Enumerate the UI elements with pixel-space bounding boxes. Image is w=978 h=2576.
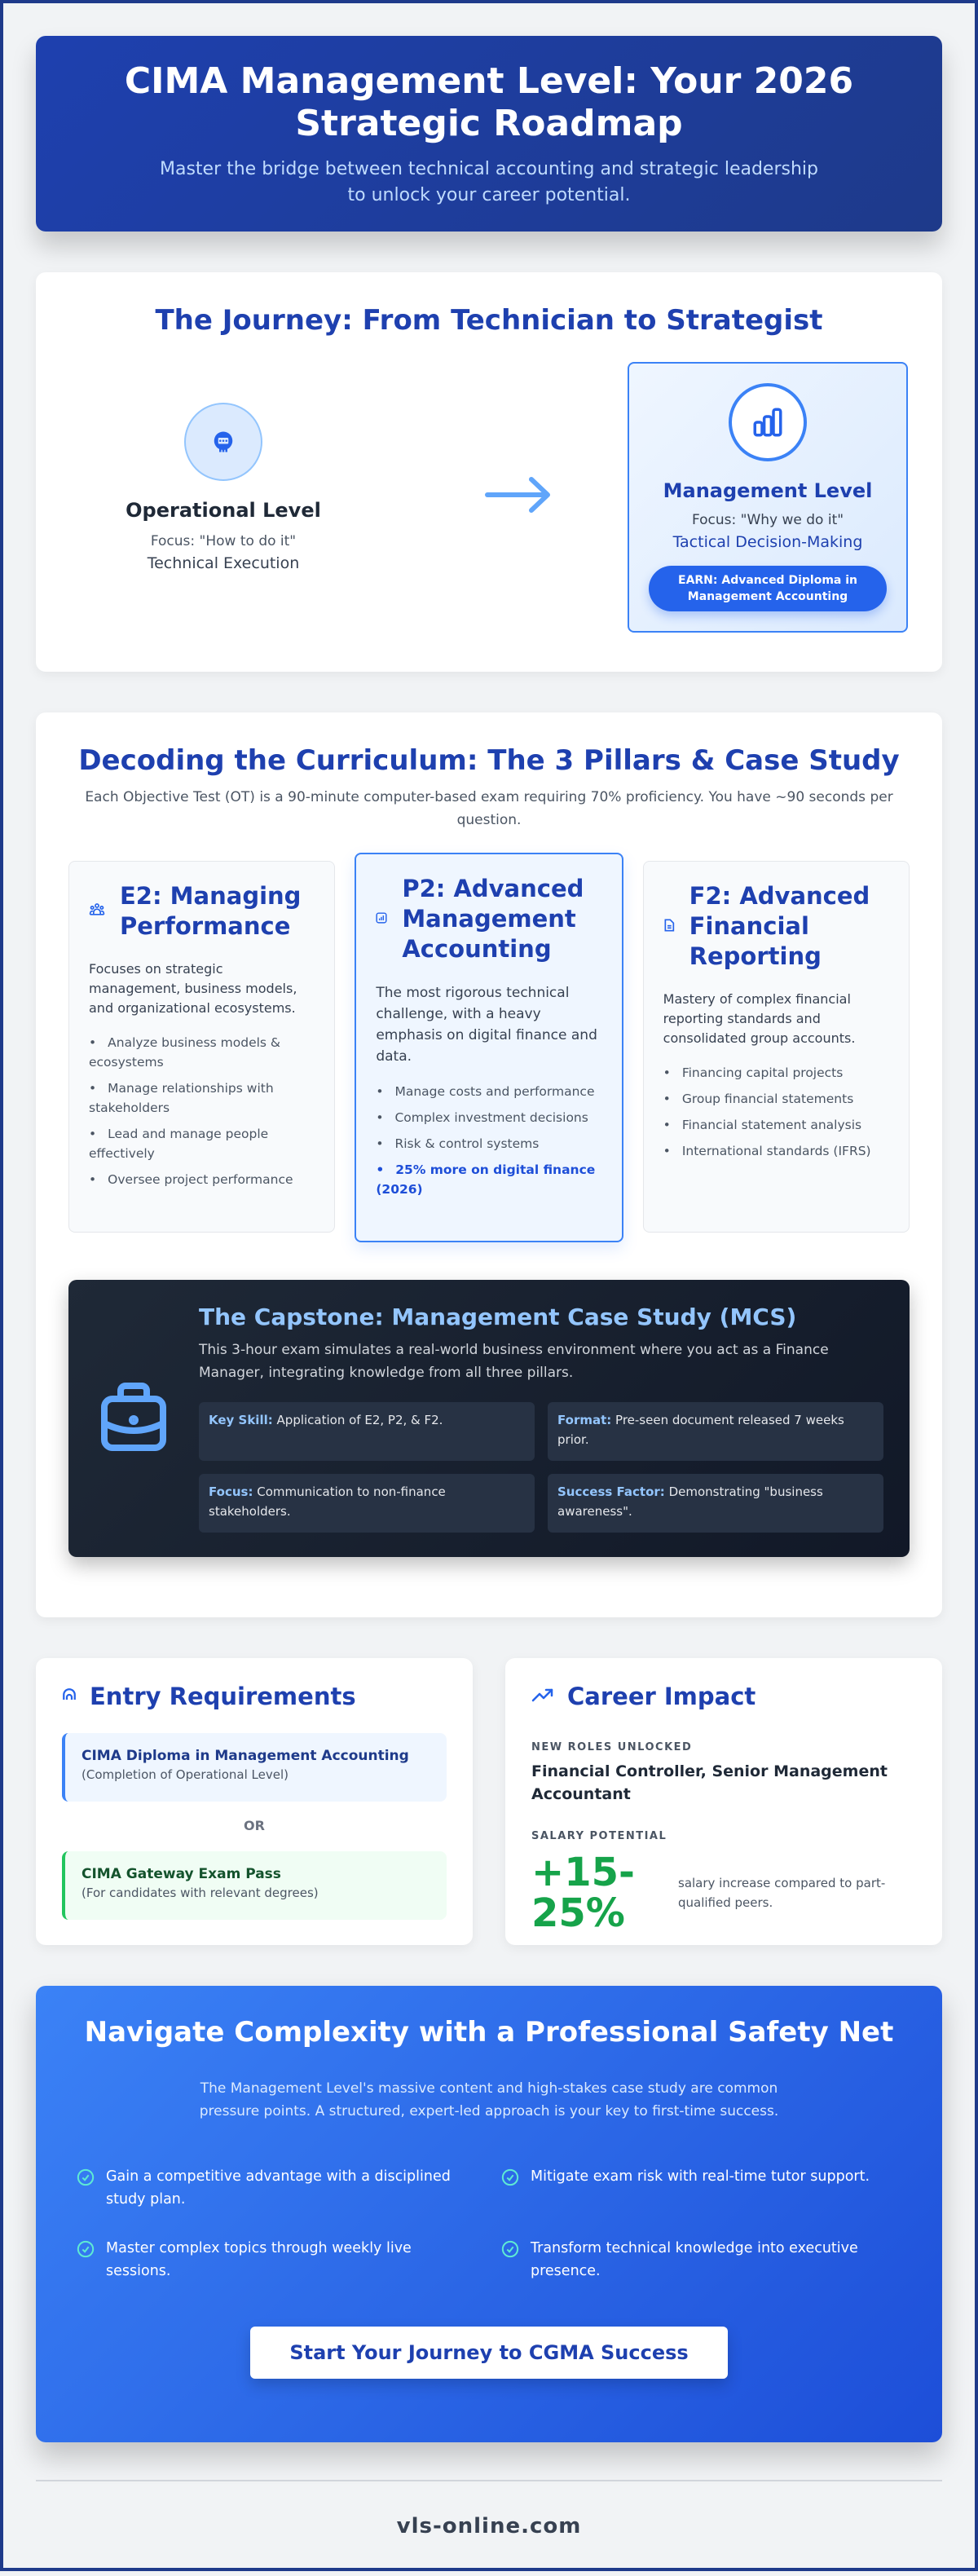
list-item: • Complex investment decisions — [376, 1108, 601, 1127]
list-item: • International standards (IFRS) — [663, 1141, 889, 1161]
career-title: Career Impact — [567, 1683, 756, 1710]
entry-requirements-card — [36, 1658, 473, 1945]
entry-title: Entry Requirements — [90, 1683, 356, 1710]
benefit-item: Mitigate exam risk with real-time tutor support. — [501, 2165, 901, 2211]
graduation-cap-icon — [62, 1688, 77, 1705]
list-item: • Group financial statements — [663, 1089, 889, 1109]
salary-desc: salary increase compared to part-qualified peers. — [678, 1876, 886, 1910]
users-icon — [89, 902, 105, 921]
capstone-item-success-factor: Success Factor: Demonstrating "business awareness". — [548, 1474, 883, 1533]
list-item: • Analyze business models & ecosystems — [89, 1033, 315, 1072]
career-impact-card — [505, 1658, 942, 1945]
curriculum-title: Decoding the Curriculum: The 3 Pillars & Case Study — [78, 744, 900, 777]
benefit-item: Transform technical knowledge into executive presence. — [501, 2237, 901, 2283]
management-focus: Focus: "Why we do it" — [691, 512, 844, 528]
journey-section — [36, 272, 942, 672]
operational-level — [117, 403, 329, 572]
arrow-right-icon — [484, 476, 553, 517]
earn-diploma-badge[interactable]: EARN: Advanced Diploma in Management Accounting — [649, 566, 887, 611]
list-item: • Oversee project performance — [89, 1170, 315, 1189]
capstone-item-format: Format: Pre-seen document released 7 weeks prior. — [548, 1402, 883, 1461]
pillar-e2 — [68, 861, 335, 1233]
capstone-panel — [68, 1280, 910, 1557]
salary-value: +15-25% — [531, 1850, 635, 1936]
document-icon — [663, 919, 675, 935]
cta-section — [36, 1986, 942, 2442]
hero-subtitle: Master the bridge between technical accounting and strategic leadership to unlock your career potential. — [159, 159, 818, 205]
management-sub: Tactical Decision-Making — [672, 533, 863, 551]
pillar-f2 — [643, 861, 910, 1233]
cta-title: Navigate Complexity with a Professional Safety Net — [84, 2016, 894, 2049]
check-circle-icon — [501, 2240, 519, 2283]
journey-title: The Journey: From Technician to Strategist — [155, 304, 823, 337]
entry-option-diploma: CIMA Diploma in Management Accounting (Completion of Operational Level) — [62, 1733, 447, 1802]
start-journey-button[interactable]: Start Your Journey to CGMA Success — [250, 2327, 728, 2379]
or-divider: OR — [244, 1818, 265, 1833]
cta-desc: The Management Level's massive content and high-stakes case study are common pressure points. A structured, expert-led approach is your key to first-time success. — [199, 2080, 779, 2119]
benefit-item: Gain a competitive advantage with a disciplined study plan. — [77, 2165, 477, 2211]
entry-option-gateway: CIMA Gateway Exam Pass (For candidates with relevant degrees) — [62, 1851, 447, 1920]
capstone-item-key-skill: Key Skill: Application of E2, P2, & F2. — [199, 1402, 535, 1461]
pillar-desc: Focuses on strategic management, business models, and organizational ecosystems. — [89, 961, 297, 1016]
bar-chart-icon — [729, 383, 807, 461]
pillar-title: E2: Managing Performance — [120, 882, 302, 940]
pillar-title: F2: Advanced Financial Reporting — [689, 882, 870, 970]
operational-title: Operational Level — [126, 499, 321, 522]
list-item: • Financing capital projects — [663, 1063, 889, 1083]
pillar-desc: The most rigorous technical challenge, with a heavy emphasis on digital finance and data. — [376, 985, 597, 1065]
list-item: • Manage costs and performance — [376, 1082, 601, 1101]
hero-banner — [36, 36, 942, 232]
pillar-desc: Mastery of complex financial reporting standards and consolidated group accounts. — [663, 991, 856, 1046]
roles-label: NEW ROLES UNLOCKED — [531, 1741, 693, 1753]
benefit-item: Master complex topics through weekly live sessions. — [77, 2237, 477, 2283]
footer-site-link[interactable]: vls-online.com — [396, 2514, 582, 2539]
gear-cog-icon — [184, 403, 262, 481]
roles-value: Financial Controller, Senior Management Accountant — [531, 1762, 888, 1803]
curriculum-intro: Each Objective Test (OT) is a 90-minute computer-based exam requiring 70% proficiency. You have ~90 seconds per question. — [85, 789, 893, 828]
list-item: • Financial statement analysis — [663, 1115, 889, 1135]
capstone-item-focus: Focus: Communication to non-finance stakeholders. — [199, 1474, 535, 1533]
pillar-title: P2: Advanced Management Accounting — [402, 875, 584, 963]
management-title: Management Level — [663, 479, 873, 502]
capstone-title: The Capstone: Management Case Study (MCS) — [199, 1303, 797, 1330]
briefcase-icon — [99, 1381, 168, 1456]
capstone-desc: This 3-hour exam simulates a real-world business environment where you act as a Finance Manager, integrating knowledge from all three pillars. — [199, 1342, 829, 1381]
page-title: CIMA Management Level: Your 2026 Strategic Roadmap — [124, 60, 854, 144]
trending-up-icon — [531, 1687, 554, 1705]
salary-label: SALARY POTENTIAL — [531, 1830, 667, 1842]
list-item: • Manage relationships with stakeholders — [89, 1078, 315, 1118]
operational-focus: Focus: "How to do it" — [150, 533, 297, 549]
list-item: • Risk & control systems — [376, 1134, 601, 1153]
check-circle-icon — [501, 2168, 519, 2211]
curriculum-section — [36, 712, 942, 1617]
list-item-highlight: • 25% more on digital finance (2026) — [376, 1160, 601, 1199]
list-item: • Lead and manage people effectively — [89, 1124, 315, 1163]
management-level-card — [628, 362, 908, 633]
pillar-p2 — [355, 853, 623, 1242]
footer — [36, 2480, 942, 2568]
check-circle-icon — [77, 2240, 95, 2283]
operational-sub: Technical Execution — [147, 554, 300, 572]
page — [3, 3, 975, 2568]
chart-square-icon — [376, 911, 387, 927]
check-circle-icon — [77, 2168, 95, 2211]
